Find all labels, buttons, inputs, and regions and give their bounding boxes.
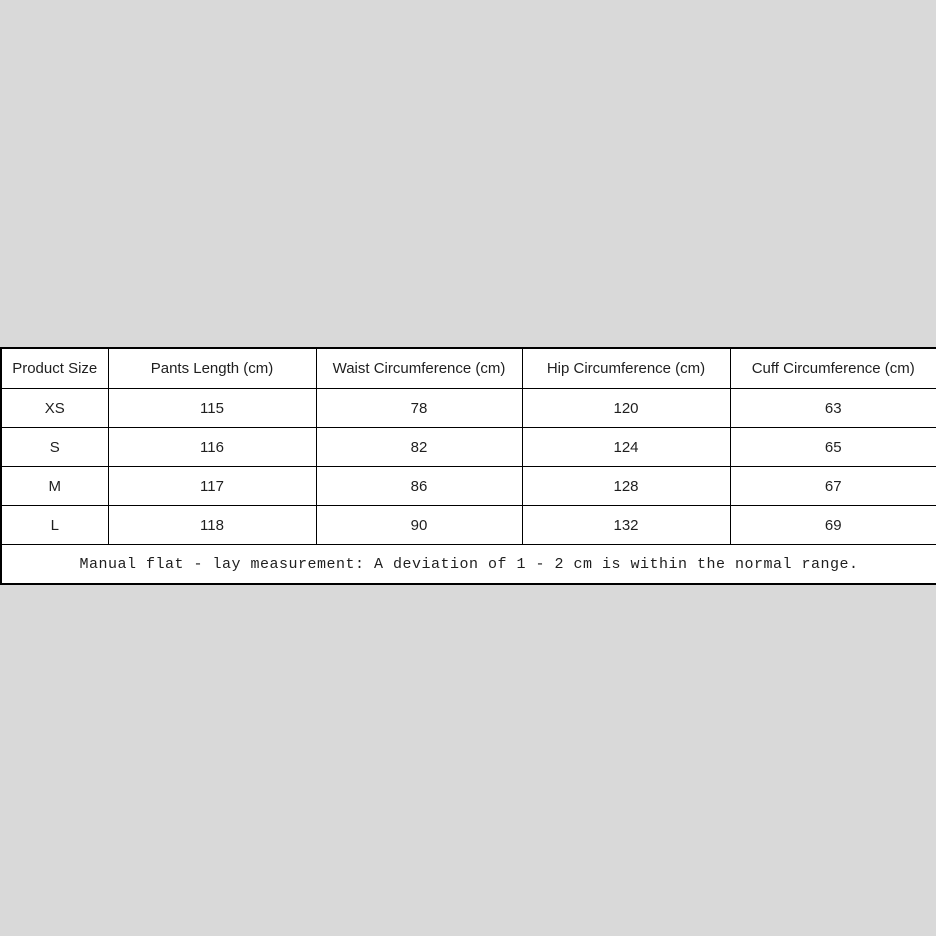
- pants-length-cell: 116: [108, 428, 316, 467]
- size-cell: S: [1, 428, 108, 467]
- table-row-s: [1, 428, 936, 467]
- header-row: [1, 348, 936, 389]
- pants-length-cell: 115: [108, 389, 316, 428]
- footer-row: [1, 545, 936, 585]
- measurement-note: Manual flat - lay measurement: A deviation of 1 - 2 cm is within the normal range.: [1, 545, 936, 585]
- hip-cell: 128: [522, 467, 730, 506]
- hip-cell: 132: [522, 506, 730, 545]
- waist-cell: 90: [316, 506, 522, 545]
- cuff-cell: 69: [730, 506, 936, 545]
- size-cell: L: [1, 506, 108, 545]
- size-cell: M: [1, 467, 108, 506]
- waist-cell: 86: [316, 467, 522, 506]
- waist-cell: 82: [316, 428, 522, 467]
- column-header-cuff-circumference: Cuff Circumference (cm): [730, 348, 936, 389]
- cuff-cell: 63: [730, 389, 936, 428]
- pants-length-cell: 118: [108, 506, 316, 545]
- table-row-m: [1, 467, 936, 506]
- size-cell: XS: [1, 389, 108, 428]
- hip-cell: 124: [522, 428, 730, 467]
- hip-cell: 120: [522, 389, 730, 428]
- cuff-cell: 67: [730, 467, 936, 506]
- waist-cell: 78: [316, 389, 522, 428]
- column-header-hip-circumference: Hip Circumference (cm): [522, 348, 730, 389]
- column-header-pants-length: Pants Length (cm): [108, 348, 316, 389]
- column-header-waist-circumference: Waist Circumference (cm): [316, 348, 522, 389]
- size-chart-table: [0, 347, 936, 585]
- pants-length-cell: 117: [108, 467, 316, 506]
- table-row-l: [1, 506, 936, 545]
- column-header-product-size: Product Size: [1, 348, 108, 389]
- cuff-cell: 65: [730, 428, 936, 467]
- table-row-xs: [1, 389, 936, 428]
